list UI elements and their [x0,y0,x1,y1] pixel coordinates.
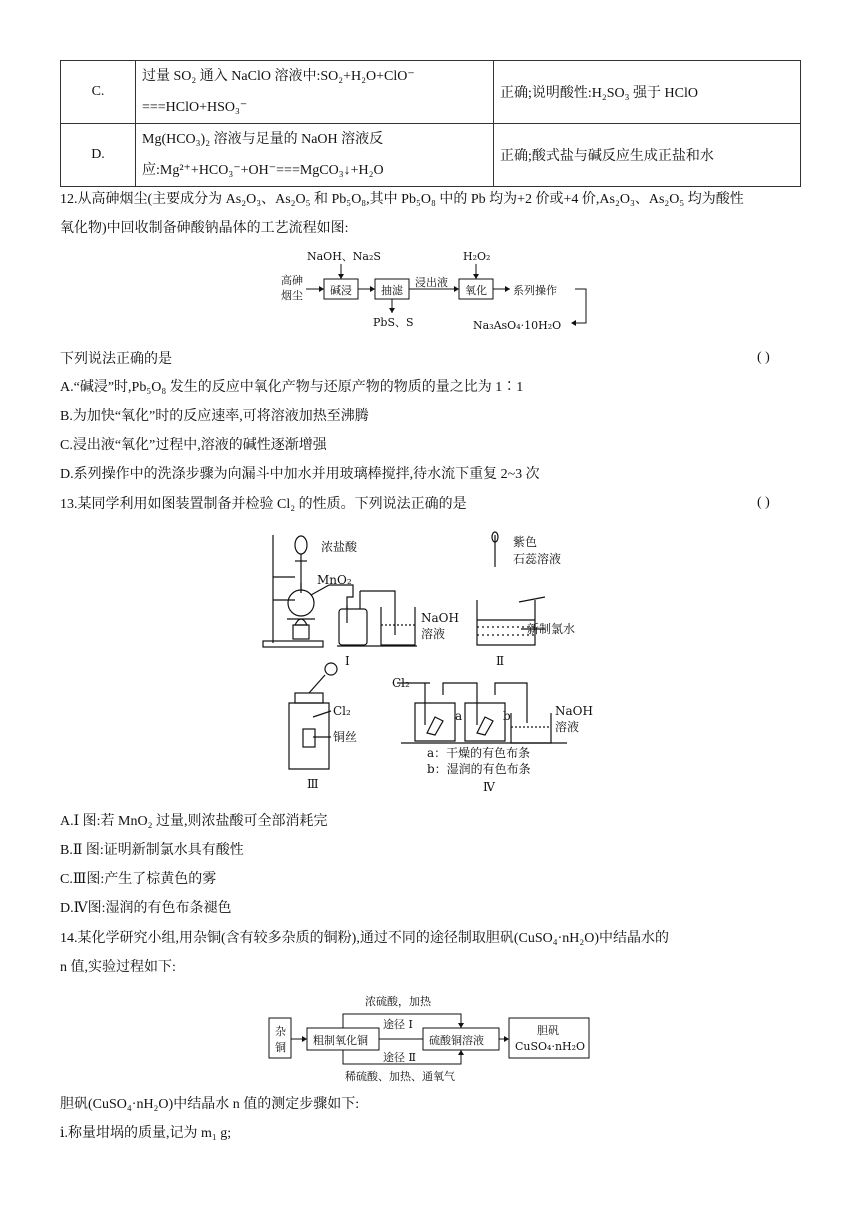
flow-byproduct: PbS、S [373,316,414,329]
comment-cell: 正确;酸式盐与碱反应生成正盐和水 [494,124,801,187]
q12-option-c: C.浸出液“氧化”过程中,溶液的碱性逐渐增强 [60,438,327,453]
answer-paren: ( ) [757,350,770,365]
q12-stem: 12.从高砷烟尘(主要成分为 As₂O₃、As₂O₅ 和 Pb₅O₈,其中 Pb₅O₈ 中的 Pb 均为+2 价或+4 价,As₂O₃、As₂O₅ 均为酸性 [60,192,744,207]
label-naoh: NaOH [421,611,459,625]
src-char: 杂 [275,1025,286,1038]
flow-node: 粗制氧化铜 [313,1034,368,1047]
q13-option-c: C.Ⅲ图:产生了棕黄色的雾 [60,872,217,887]
note-a: a：干燥的有色布条 [427,746,531,760]
flow-reagent: NaOH、Na₂S [307,250,381,263]
q13-option-d: D.Ⅳ图:湿润的有色布条褪色 [60,901,232,916]
q13-option-a: A.Ⅰ 图:若 MnO₂ 过量,则浓盐酸可全部消耗完 [60,814,328,829]
equation-line: ===HClO+HSO₃⁻ [142,100,248,115]
q14-step-i: ⅰ.称量坩埚的质量,记为 m₁ g; [60,1126,232,1141]
route-1: 途径 Ⅰ [383,1018,413,1031]
product-name: 胆矾 [537,1024,559,1037]
label-chlorine-water: 新制氯水 [527,622,576,636]
flow-step: 抽滤 [381,284,403,297]
route-2: 途径 Ⅱ [383,1051,416,1064]
label-cl2: Cl₂ [333,704,351,718]
label-solution: 溶液 [555,720,580,734]
q12-option-a: A.“碱浸”时,Pb₅O₈ 发生的反应中氧化产物与还原产物的物质的量之比为 1∶1 [60,380,524,395]
flow-reagent: H₂O₂ [463,250,491,263]
equation-line: Mg(HCO₃)₂ 溶液与足量的 NaOH 溶液反 [142,132,384,147]
label-litmus: 石蕊溶液 [513,552,562,566]
label-b: b [503,709,511,723]
figure-number: Ⅱ [496,654,505,668]
q13-stem: 13.某同学利用如图装置制备并检验 Cl₂ 的性质。下列说法正确的是 [60,497,467,512]
q12-option-b: B.为加快“氧化”时的反应速率,可将溶液加热至沸腾 [60,409,369,424]
row-label: C. [61,61,136,124]
label-copper-wire: 铜丝 [333,730,358,744]
flow-step: 氧化 [465,284,487,297]
label-hcl: 浓盐酸 [321,540,358,554]
q13-option-b: B.Ⅱ 图:证明新制氯水具有酸性 [60,843,244,858]
equation-line: 应:Mg²⁺+HCO₃⁻+OH⁻===MgCO₃↓+H₂O [142,163,384,178]
flow-filtrate: 浸出液 [415,276,448,289]
table-row [61,61,801,124]
label-mno2: MnO₂ [317,573,352,587]
q13-apparatus-figure [255,525,615,800]
q14-stem-cont: n 值,实验过程如下: [60,960,176,975]
flow-step: 碱浸 [330,284,352,297]
label-a: a [455,709,463,723]
q12-ask: 下列说法正确的是 [60,352,172,367]
row-label: D. [61,124,136,187]
flow-product: Na₃AsO₄·10H₂O [473,319,562,332]
flow-source: 烟尘 [281,289,303,302]
product-formula: CuSO₄·nH₂O [515,1040,586,1053]
flow-step: 系列操作 [513,284,557,297]
answer-paren: ( ) [757,495,770,510]
figure-number: Ⅰ [345,654,350,668]
q14-flow-diagram [265,990,605,1086]
equation-cell [136,124,494,187]
q14-stem: 14.某化学研究小组,用杂铜(含有较多杂质的铜粉),通过不同的途径制取胆矾(CuSO₄·nH₂O)中结晶水的 [60,931,670,946]
equation-cell [136,61,494,124]
table-row [61,124,801,187]
label-solution: 溶液 [421,627,446,641]
comment-cell: 正确;说明酸性:H₂SO₃ 强于 HClO [494,61,801,124]
figure-number: Ⅲ [307,777,319,791]
bottom-condition: 稀硫酸、加热、通氧气 [345,1070,455,1083]
label-cl2: Cl₂ [392,676,410,690]
label-purple: 紫色 [513,535,538,549]
equation-line: 过量 SO₂ 通入 NaClO 溶液中:SO₂+H₂O+ClO⁻ [142,69,415,84]
options-table [60,60,801,187]
q12-option-d: D.系列操作中的洗涤步骤为向漏斗中加水并用玻璃棒搅拌,待水流下重复 2~3 次 [60,467,540,482]
figure-number: Ⅳ [483,780,495,794]
note-b: b：湿润的有色布条 [427,762,531,776]
q12-stem-cont: 氧化物)中回收制备砷酸钠晶体的工艺流程如图: [60,221,349,236]
label-naoh: NaOH [555,704,593,718]
flow-node: 硫酸铜溶液 [429,1034,484,1047]
top-condition: 浓硫酸，加热 [365,995,431,1008]
q12-flow-diagram [270,246,600,338]
src-char: 铜 [275,1041,286,1054]
q14-measure: 胆矾(CuSO₄·nH₂O)中结晶水 n 值的测定步骤如下: [60,1097,360,1112]
flow-source: 高砷 [281,274,303,287]
